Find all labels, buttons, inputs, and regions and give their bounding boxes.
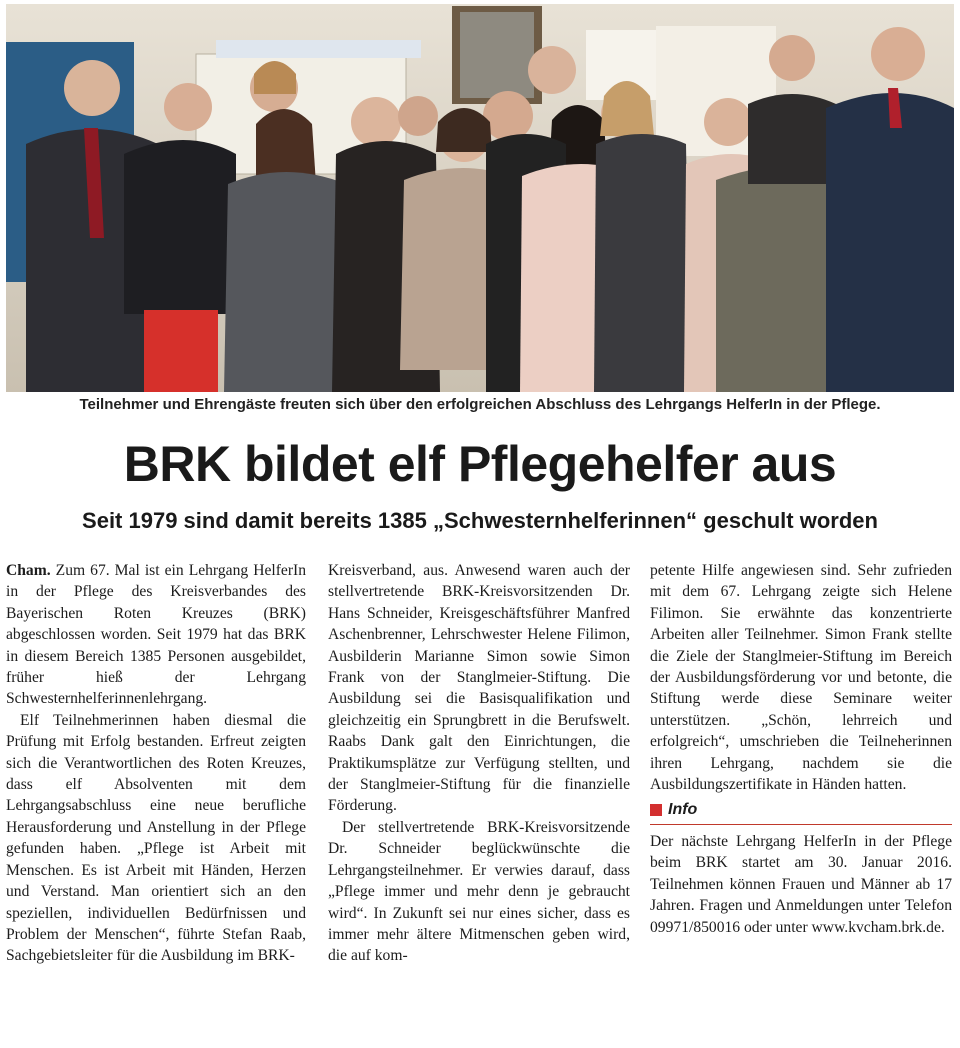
article-column-1 (6, 560, 306, 967)
group-photo (6, 4, 954, 392)
info-box-text: Der nächste Lehrgang HelferIn in der Pflege beim BRK startet am 30. Januar 2016. Teilnehmen können Frauen und Männer ab 17 Jahren. Fragen und Anmeldungen unter Telefon 09971/850016 oder unter www.kvcham.brk.de. (650, 832, 952, 936)
headline: BRK bildet elf Pflegehelfer aus (123, 436, 837, 492)
article-paragraph: Der stellvertretende BRK-Kreisvorsitzende Dr. Schneider beglückwünschte die Lehrgangsteilnehmer. Er verwies darauf, dass „Pflege immer und mehr denn je gebraucht wird“. In Zukunft sei nur eines sicher, dass es immer mehr ältere Mitmenschen geben wird, die auf kom- (328, 818, 630, 965)
info-label: Info (668, 801, 698, 819)
article-paragraph: petente Hilfe angewiesen sind. Sehr zufrieden mit dem 67. Lehrgang zeigte sich Helene Filimon. Sie erwähnte das konzentrierte Arbeiten aller Teilnehmer. Simon Frank stellte die Ziele der Stanglmeier-Stiftung im Bereich der Ausbildungsförderung vor und betonte, die Stiftung werde diese Seminare weiter unterstützen. „Schön, lehrreich und erfolgreich“, umschrieben die Teilneherinnen ihren Lehrgang, nachdem sie die Ausbildungszertifikate in Händen hatten. (650, 562, 952, 794)
article-paragraph (6, 560, 306, 710)
article-column-3 (650, 560, 952, 938)
paragraph-text: Zum 67. Mal ist ein Lehrgang HelferIn in der Pflege des Kreisverbandes des Bayerischen Roten Kreuzes (BRK) abgeschlossen worden. Seit 1979 hat das BRK in diesem Bereich 1385 Personen ausgebildet, früher hieß der Lehrgang Schwesternhelferinnenlehrgang. (6, 562, 307, 708)
article-paragraph: Kreisverband, aus. Anwesend waren auch der stellvertretende BRK-Kreisvorsitzenden Dr. Hans Schneider, Kreisgeschäftsführer Manfred Aschenbrenner, Lehrschwester Helene Filimon, Ausbilderin Marianne Simon sowie Simon Frank von der Stanglmeier-Stiftung. Die Ausbildung sei die Basisqualifikation und gleichzeitig ein Sprungbrett in die Berufswelt. Raabs Dank galt den Einrichtungen, die Praktikumsplätze zur Verfügung stellten, und der Stanglmeier-Stiftung für die finanzielle Förderung. (328, 562, 630, 815)
info-box-header (650, 799, 952, 824)
subheadline: Seit 1979 sind damit bereits 1385 „Schwesternhelferinnen“ geschult worden (82, 508, 878, 533)
dateline: Cham. (6, 562, 51, 579)
group-photo-icon (6, 4, 954, 392)
photo-caption: Teilnehmer und Ehrengäste freuten sich über den erfolgreichen Abschluss des Lehrgangs HelferIn in der Pflege. (79, 396, 881, 413)
article-column-2 (328, 560, 630, 967)
info-square-icon (650, 804, 662, 816)
article-paragraph: Elf Teilnehmerinnen haben diesmal die Prüfung mit Erfolg bestanden. Erfreut zeigten sich die Verantwortlichen des Roten Kreuzes, dass elf Absolventen mit dem Lehrgangsabschluss eine neue berufliche Herausforderung und Anstellung in der Pflege gefunden haben. „Pflege ist Arbeit mit Menschen. Es ist Arbeit mit Händen, Herzen und Verstand. Man orientiert sich an den speziellen, individuellen Bedürfnissen und Problem der Menschen“, führte Stefan Raab, Sachgebietsleiter für die Ausbildung im BRK- (6, 711, 306, 965)
